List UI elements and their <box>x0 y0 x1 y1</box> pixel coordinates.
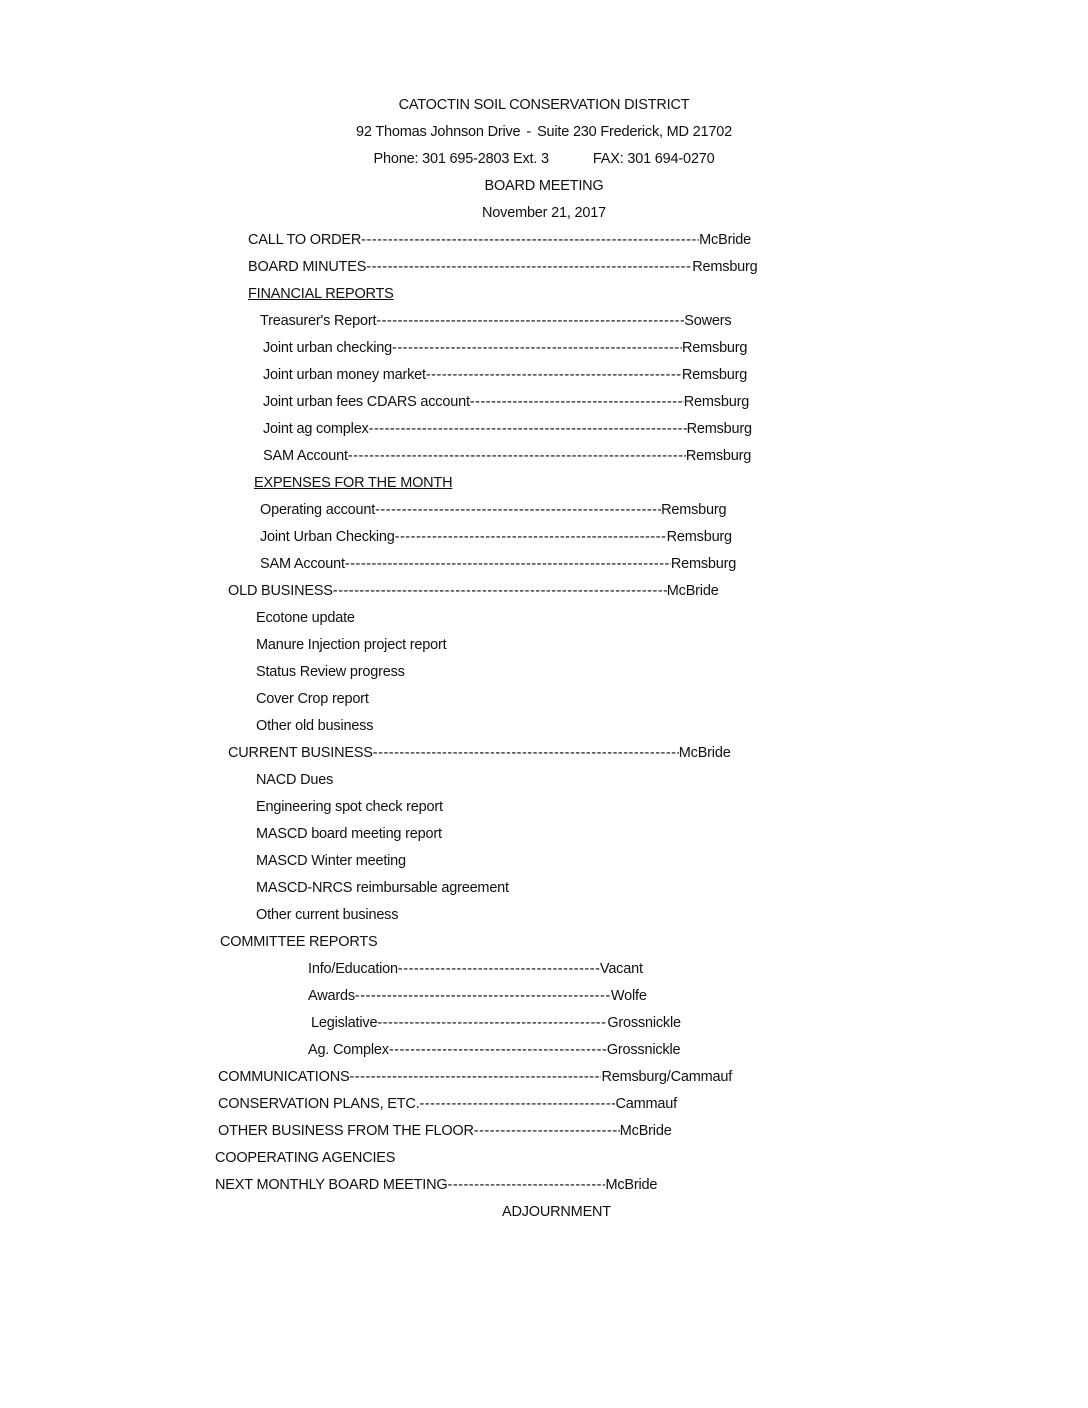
item-label: CURRENT BUSINESS <box>228 745 373 761</box>
item-person: Remsburg <box>661 502 727 518</box>
old-business-item: Ecotone update <box>256 610 355 626</box>
item-person: Cammauf <box>615 1096 677 1112</box>
leader-dots <box>447 1177 605 1193</box>
agenda-cooperating-agencies: COOPERATING AGENCIES <box>215 1150 396 1166</box>
item-label: Joint urban money market <box>263 367 426 383</box>
agenda-adjournment: ADJOURNMENT <box>502 1204 611 1220</box>
item-label: OTHER BUSINESS FROM THE FLOOR <box>218 1123 474 1139</box>
item-label: Operating account <box>260 502 376 518</box>
item-label: Treasurer's Report <box>260 313 377 329</box>
item-label: CONSERVATION PLANS, ETC. <box>218 1096 420 1112</box>
current-business-item: MASCD Winter meeting <box>256 853 406 869</box>
item-person: Remsburg <box>685 448 752 464</box>
item-person: McBride <box>605 1177 658 1193</box>
address-city: Suite 230 Frederick, MD 21702 <box>537 124 732 140</box>
current-business-item: MASCD board meeting report <box>256 826 442 842</box>
committee-item <box>308 961 643 981</box>
item-label: Legislative <box>311 1015 378 1031</box>
item-person: McBride <box>666 583 719 599</box>
address-separator: - <box>526 124 532 140</box>
committee-item <box>308 1042 680 1062</box>
item-person: Wolfe <box>610 988 647 1004</box>
expenses-heading: EXPENSES FOR THE MONTH <box>254 475 453 491</box>
leader-dots <box>348 448 686 464</box>
item-label: COMMUNICATIONS <box>218 1069 350 1085</box>
item-person: Remsburg <box>683 394 750 410</box>
address-street: 92 Thomas Johnson Drive <box>356 124 521 140</box>
meeting-title: BOARD MEETING <box>484 178 604 194</box>
item-person: McBride <box>678 745 731 761</box>
agenda-other-business <box>218 1123 672 1143</box>
item-person: Remsburg <box>692 259 758 275</box>
item-label: SAM Account <box>260 556 345 572</box>
item-person: Remsburg <box>666 529 732 545</box>
item-person: Vacant <box>599 961 643 977</box>
agenda-current-business <box>228 745 731 765</box>
financial-item <box>263 394 749 414</box>
leader-dots <box>377 1015 607 1031</box>
leader-dots <box>373 745 679 761</box>
item-person: Remsburg <box>682 340 748 356</box>
leader-dots <box>426 367 682 383</box>
old-business-item: Other old business <box>256 718 374 734</box>
item-label: OLD BUSINESS <box>228 583 333 599</box>
leader-dots <box>369 421 687 437</box>
meeting-date: November 21, 2017 <box>482 205 606 221</box>
item-label: NEXT MONTHLY BOARD MEETING <box>215 1177 448 1193</box>
financial-item <box>260 313 731 333</box>
current-business-item: MASCD-NRCS reimbursable agreement <box>256 880 509 896</box>
leader-dots <box>392 340 682 356</box>
leader-dots <box>361 232 699 248</box>
item-label: Joint urban fees CDARS account <box>263 394 470 410</box>
current-business-item: NACD Dues <box>256 772 334 788</box>
item-label: Joint urban checking <box>263 340 392 356</box>
item-person: Grossnickle <box>607 1015 681 1031</box>
agenda-old-business <box>228 583 719 603</box>
agenda-call-to-order <box>248 232 751 252</box>
item-label: Joint ag complex <box>263 421 369 437</box>
phone: Phone: 301 695-2803 Ext. 3 <box>373 151 549 167</box>
item-label: Awards <box>308 988 355 1004</box>
item-label: Ag. Complex <box>308 1042 389 1058</box>
committee-item <box>311 1015 681 1035</box>
agenda-communications <box>218 1069 732 1089</box>
item-person: Grossnickle <box>606 1042 681 1058</box>
item-label: Joint Urban Checking <box>260 529 395 545</box>
leader-dots <box>470 394 684 410</box>
financial-reports-heading: FINANCIAL REPORTS <box>248 286 394 302</box>
item-label: Info/Education <box>308 961 398 977</box>
item-person: McBride <box>699 232 751 248</box>
leader-dots <box>398 961 600 977</box>
org-name: CATOCTIN SOIL CONSERVATION DISTRICT <box>398 97 690 113</box>
item-label: CALL TO ORDER <box>248 232 362 248</box>
leader-dots <box>375 502 661 518</box>
financial-item <box>263 448 751 468</box>
committee-reports-heading: COMMITTEE REPORTS <box>220 934 378 950</box>
item-person: Remsburg <box>670 556 737 572</box>
leader-dots <box>389 1042 607 1058</box>
address <box>0 124 1088 140</box>
financial-item <box>263 340 747 360</box>
item-person: McBride <box>619 1123 672 1139</box>
current-business-item: Other current business <box>256 907 399 923</box>
old-business-item: Cover Crop report <box>256 691 369 707</box>
item-label: SAM Account <box>263 448 348 464</box>
leader-dots <box>419 1096 615 1112</box>
old-business-item: Manure Injection project report <box>256 637 447 653</box>
leader-dots <box>349 1069 601 1085</box>
item-person: Sowers <box>684 313 732 329</box>
financial-item <box>263 367 747 387</box>
fax: FAX: 301 694-0270 <box>592 151 715 167</box>
expense-item <box>260 502 726 522</box>
item-person: Remsburg/Cammauf <box>601 1069 733 1085</box>
agenda-board-minutes <box>248 259 758 279</box>
leader-dots <box>474 1123 620 1139</box>
agenda-conservation-plans <box>218 1096 677 1116</box>
leader-dots <box>395 529 667 545</box>
expense-item <box>260 556 736 576</box>
contact-line <box>0 151 1088 167</box>
leader-dots <box>366 259 692 275</box>
item-person: Remsburg <box>681 367 748 383</box>
agenda-next-meeting <box>215 1177 657 1197</box>
leader-dots <box>376 313 684 329</box>
leader-dots <box>333 583 667 599</box>
item-person: Remsburg <box>686 421 752 437</box>
old-business-item: Status Review progress <box>256 664 405 680</box>
leader-dots <box>355 988 611 1004</box>
financial-item <box>263 421 752 441</box>
committee-item <box>308 988 647 1008</box>
current-business-item: Engineering spot check report <box>256 799 443 815</box>
expense-item <box>260 529 732 549</box>
leader-dots <box>345 556 671 572</box>
item-label: BOARD MINUTES <box>248 259 367 275</box>
